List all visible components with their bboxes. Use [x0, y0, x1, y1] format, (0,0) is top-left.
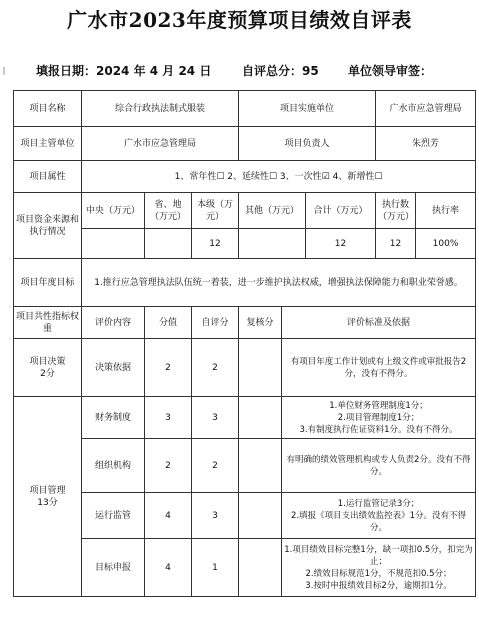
dept-label: 项目主管单位 — [14, 127, 82, 161]
criteria-standard: 有明确的绩效管理机构或专人负责2分。没有不得分。 — [282, 439, 476, 493]
funding-label: 项目资金来源和执行情况 — [14, 193, 82, 259]
funding-total: 12 — [306, 229, 376, 259]
criteria-row — [14, 339, 476, 397]
criteria-header-review: 复核分 — [239, 307, 282, 339]
criteria-content: 决策依据 — [82, 339, 145, 397]
dept-value: 广水市应急管理局 — [82, 127, 239, 161]
criteria-group-decision: 项目决策 2分 — [14, 339, 82, 397]
funding-rate: 100% — [416, 229, 476, 259]
criteria-header-content: 评价内容 — [82, 307, 145, 339]
impl-unit-value: 广水市应急管理局 — [376, 91, 476, 127]
criteria-header-score: 分值 — [145, 307, 192, 339]
criteria-header-standard: 评价标准及依据 — [282, 307, 476, 339]
criteria-review-score — [239, 493, 282, 539]
impl-unit-label: 项目实施单位 — [239, 91, 376, 127]
funding-header-province: 省、地（万元） — [145, 193, 192, 229]
funding-header-total: 合计（万元） — [306, 193, 376, 229]
criteria-self-score: 2 — [192, 339, 239, 397]
criteria-header-self: 自评分 — [192, 307, 239, 339]
attr-value: 1、常年性☐ 2、延续性☐ 3、一次性☑ 4、新增性☐ — [82, 161, 476, 193]
criteria-group-management: 项目管理 13分 — [14, 397, 82, 597]
criteria-header-indicator: 项目共性指标权重 — [14, 307, 82, 339]
criteria-self-score: 3 — [192, 397, 239, 439]
criteria-row — [14, 397, 476, 439]
criteria-review-score — [239, 539, 282, 597]
criteria-self-score: 1 — [192, 539, 239, 597]
project-name-value: 综合行政执法制式服装 — [82, 91, 239, 127]
funding-other — [239, 229, 306, 259]
leader-signature-label: 单位领导审签： — [348, 64, 433, 78]
criteria-content: 运行监管 — [82, 493, 145, 539]
performance-table — [13, 90, 476, 597]
funding-executed: 12 — [376, 229, 416, 259]
criteria-review-score — [239, 397, 282, 439]
criteria-standard: 1.项目绩效目标完整1分，缺一项扣0.5分，扣完为止； 2.绩效目标规范1分，不规范扣0.5分； 3.按时申报绩效目标2分，逾期扣1分。 — [282, 539, 476, 597]
criteria-review-score — [239, 439, 282, 493]
criteria-score: 2 — [145, 339, 192, 397]
self-score-total: 自评总分：95 — [242, 64, 319, 78]
criteria-row — [14, 439, 476, 493]
criteria-score: 4 — [145, 539, 192, 597]
criteria-standard: 1.单位财务管理制度1分； 2.项目管理制度1分； 3.有制度执行佐证资料1分。没有不得分。 — [282, 397, 476, 439]
funding-header-executed: 执行数（万元） — [376, 193, 416, 229]
funding-header-rate: 执行率 — [416, 193, 476, 229]
criteria-review-score — [239, 339, 282, 397]
criteria-score: 3 — [145, 397, 192, 439]
funding-header-other: 其他（万元） — [239, 193, 306, 229]
criteria-self-score: 3 — [192, 493, 239, 539]
criteria-row — [14, 539, 476, 597]
leader-label: 项目负责人 — [239, 127, 376, 161]
fill-date: 填报日期：2024 年 4 月 24 日 — [36, 64, 212, 78]
goal-label: 项目年度目标 — [14, 259, 82, 307]
funding-header-local: 本级（万元） — [192, 193, 239, 229]
criteria-content: 目标申报 — [82, 539, 145, 597]
project-name-label: 项目名称 — [14, 91, 82, 127]
criteria-score: 4 — [145, 493, 192, 539]
criteria-self-score: 2 — [192, 439, 239, 493]
criteria-content: 组织机构 — [82, 439, 145, 493]
goal-text: 1.推行应急管理执法队伍统一着装，进一步维护执法权威，增强执法保障能力和职业荣誉感。 — [82, 259, 476, 307]
criteria-content: 财务制度 — [82, 397, 145, 439]
funding-central — [82, 229, 145, 259]
funding-local: 12 — [192, 229, 239, 259]
leader-value: 朱烈芳 — [376, 127, 476, 161]
margin-mark: ∥ — [2, 66, 6, 75]
criteria-standard: 1.运行监管记录3分； 2.填报《项目支出绩效监控表》1分。没有不得分。 — [282, 493, 476, 539]
attr-label: 项目属性 — [14, 161, 82, 193]
funding-province — [145, 229, 192, 259]
page-title: 广水市2023年度预算项目绩效自评表 — [67, 8, 412, 32]
criteria-score: 2 — [145, 439, 192, 493]
funding-header-central: 中央（万元） — [82, 193, 145, 229]
criteria-row — [14, 493, 476, 539]
criteria-standard: 有项目年度工作计划或有上级文件或审批报告2分，没有不得分。 — [282, 339, 476, 397]
